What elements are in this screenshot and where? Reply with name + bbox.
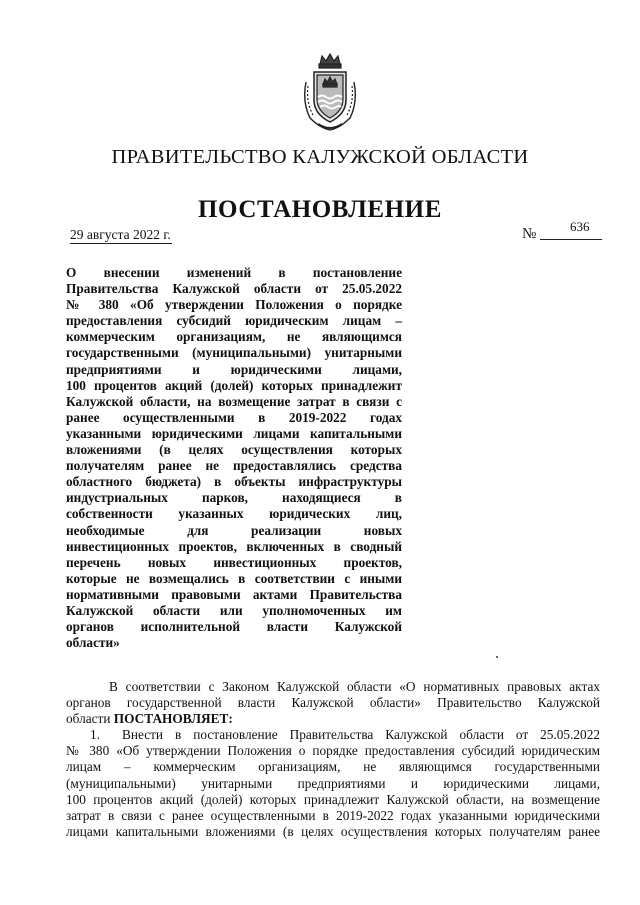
title-line: нормативными правовыми актами Правительства: [66, 586, 402, 602]
coat-of-arms-icon: [298, 52, 362, 132]
item-1-line: лицам – коммерческим организациям, не являющимся государственными: [66, 759, 600, 775]
number-underline: [540, 239, 602, 240]
item-1-text: Внести в постановление Правительства Калужской области от 25.05.2022: [121, 727, 600, 743]
title-line: перечень новых инвестиционных проектов,: [66, 554, 402, 570]
title-line: 100 процентов акций (долей) которых принадлежит: [66, 377, 402, 393]
title-line: Калужской области или уполномоченных им: [66, 602, 402, 618]
title-line: индустриальных парков, находящиеся в: [66, 490, 402, 506]
document-type: ПОСТАНОВЛЕНИЕ: [197, 196, 443, 223]
document-title: [66, 265, 402, 651]
title-line: ранее осуществленными в 2019-2022 годах: [66, 409, 402, 425]
title-line: областного бюджета) в объекты инфраструктуры: [66, 474, 402, 490]
title-line: Правительства Калужской области от 25.05.2022: [66, 281, 402, 297]
number-label: №: [522, 226, 537, 242]
item-1-line: № 380 «Об утверждении Положения о порядке предоставления субсидий юридическим: [66, 743, 600, 759]
document-number: 636: [570, 219, 590, 234]
resolves-word: ПОСТАНОВЛЯЕТ:: [113, 711, 233, 727]
title-line: № 380 «Об утверждении Положения о порядке: [66, 297, 402, 313]
title-line: области»: [66, 635, 120, 651]
government-name: ПРАВИТЕЛЬСТВО КАЛУЖСКОЙ ОБЛАСТИ: [111, 146, 529, 168]
preamble-text: области: [66, 711, 111, 727]
item-1-line: затрат в связи с ранее осуществленными в 2019-2022 годах указанными юридическими: [66, 807, 600, 823]
preamble-line: В соответствии с Законом Калужской области «О нормативных правовых актах: [109, 679, 600, 694]
item-1-number: 1.: [90, 727, 100, 743]
title-line: предприятиями и юридическими лицами,: [66, 361, 402, 377]
item-1-line: лицами капитальными вложениями (в целях осуществления которых получателям ранее: [66, 823, 600, 839]
title-line: указанными юридическими лицами капитальными: [66, 425, 402, 441]
title-line: получателям ранее не предоставлялись средства: [66, 458, 402, 474]
item-1-line: [66, 727, 600, 743]
document-body: [66, 679, 600, 840]
title-line: предоставления субсидий юридическим лицам –: [66, 313, 402, 329]
title-line: коммерческим организациям, не являющимся: [66, 329, 402, 345]
title-line: Калужской области, на возмещение затрат в связи с: [66, 393, 402, 409]
title-line: которые не возмещались в соответствии с иными: [66, 570, 402, 586]
title-line: необходимые для реализации новых: [66, 522, 402, 538]
document-date: 29 августа 2022 г.: [70, 227, 171, 242]
preamble-line: [66, 711, 600, 727]
preamble-line: органов государственной власти Калужской области» Правительство Калужской: [66, 695, 600, 711]
title-line: государственными (муниципальными) унитарными: [66, 345, 402, 361]
item-1-line: 100 процентов акций (долей) которых принадлежит Калужской области, на возмещение: [66, 791, 600, 807]
title-line: вложениями (в целях осуществления которых: [66, 442, 402, 458]
title-line: О внесении изменений в постановление: [66, 265, 402, 280]
scan-speck: [496, 656, 498, 658]
title-line: органов исполнительной власти Калужской: [66, 619, 402, 635]
title-line: собственности указанных юридических лиц,: [66, 506, 402, 522]
title-line: инвестиционных проектов, включенных в сводный: [66, 538, 402, 554]
item-1-line: (муниципальными) унитарными предприятиями и юридическими лицами,: [66, 775, 600, 791]
